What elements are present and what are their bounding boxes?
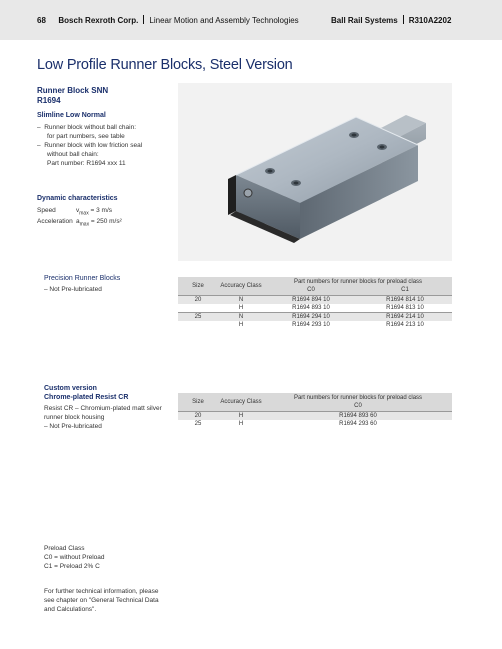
custom-note: – Not Pre-lubricated [44, 423, 102, 430]
col-c1: C1 [358, 286, 452, 296]
product-line: Ball Rail Systems [331, 16, 398, 25]
dynamic-characteristics [37, 194, 177, 228]
preload-heading: Preload Class [44, 545, 85, 552]
precision-section [44, 274, 174, 294]
page-header [0, 0, 502, 40]
table-header-row [178, 393, 452, 402]
preload-c1: C1 = Preload 2% C [44, 563, 100, 570]
runner-block-image [178, 83, 452, 261]
block-part: R1694 [37, 96, 61, 105]
table-row: H R1694 893 10 R1694 813 10 [238, 305, 424, 311]
col-size: Size [178, 393, 218, 412]
table-row: H R1694 293 10 R1694 213 10 [238, 322, 424, 328]
table-row: 25 H R1694 293 60 [194, 421, 377, 427]
col-accuracy: Accuracy Class [218, 277, 264, 296]
bullet-line: for part numbers, see table [47, 133, 125, 140]
col-c0: C0 [264, 286, 358, 296]
custom-subheading: Chrome-plated Resist CR [44, 394, 129, 401]
table-header-row [178, 277, 452, 286]
bullet-line: – Runner block without ball chain: [37, 124, 137, 131]
custom-desc: Resist CR – Chromium-plated matt silver runner block housing – Not Pre-lubricated [44, 404, 178, 431]
page-title: Low Profile Runner Blocks, Steel Version [37, 57, 293, 73]
block-bullets [37, 123, 177, 168]
table-row: 25 N R1694 294 10 R1694 214 10 [178, 313, 452, 322]
custom-heading: Custom version [44, 385, 97, 392]
custom-section [44, 384, 178, 431]
preload-section [44, 544, 184, 571]
speed-value: $v_{max} = 3$ m/s [76, 207, 113, 217]
col-size: Size [178, 277, 218, 296]
accel-value: $a_{max} = 250$ m/s² [76, 218, 122, 228]
table-row: 20 N R1694 894 10 R1694 814 10 [178, 296, 452, 305]
precision-parts-table [178, 277, 452, 329]
col-parts: Part numbers for runner blocks for preload class [264, 393, 452, 402]
page-number: 68 [37, 16, 46, 25]
table-row: 20 H R1694 893 60 [178, 412, 452, 421]
col-c0: C0 [264, 402, 452, 412]
precision-heading: Precision Runner Blocks [44, 275, 121, 282]
precision-note: – Not Pre-lubricated [44, 286, 102, 293]
runner-block-illustration [178, 83, 452, 261]
end-seal [228, 175, 236, 215]
header-right [331, 15, 451, 25]
block-name: Runner Block SNN [37, 86, 109, 95]
preload-c0: C0 = without Preload [44, 554, 105, 561]
bullet-line: – Runner block with low friction seal [37, 142, 143, 149]
header-divider [403, 15, 404, 24]
company-name: Bosch Rexroth Corp. [58, 16, 139, 25]
header-left [37, 15, 299, 25]
block-subtitle: Slimline Low Normal [37, 112, 106, 119]
dynamic-heading: Dynamic characteristics [37, 195, 118, 202]
speed-label: Speed [37, 207, 56, 214]
header-divider [143, 15, 144, 24]
col-accuracy: Accuracy Class [218, 393, 264, 412]
custom-parts-table [178, 393, 452, 428]
further-info: For further technical information, please see chapter on "General Technical Data and Calculations". [44, 588, 159, 613]
bullet-line: without ball chain: [47, 151, 99, 158]
col-parts: Part numbers for runner blocks for preload class [264, 277, 452, 286]
lube-nipple [244, 189, 252, 197]
bullet-line: Part number: R1694 xxx 11 [47, 160, 126, 167]
acceleration-row [37, 217, 177, 228]
speed-row [37, 206, 177, 217]
runner-block-info [37, 86, 177, 168]
accel-label: Acceleration [37, 218, 73, 225]
division-name: Linear Motion and Assembly Technologies [149, 16, 299, 25]
doc-code: R310A2202 [408, 16, 452, 25]
